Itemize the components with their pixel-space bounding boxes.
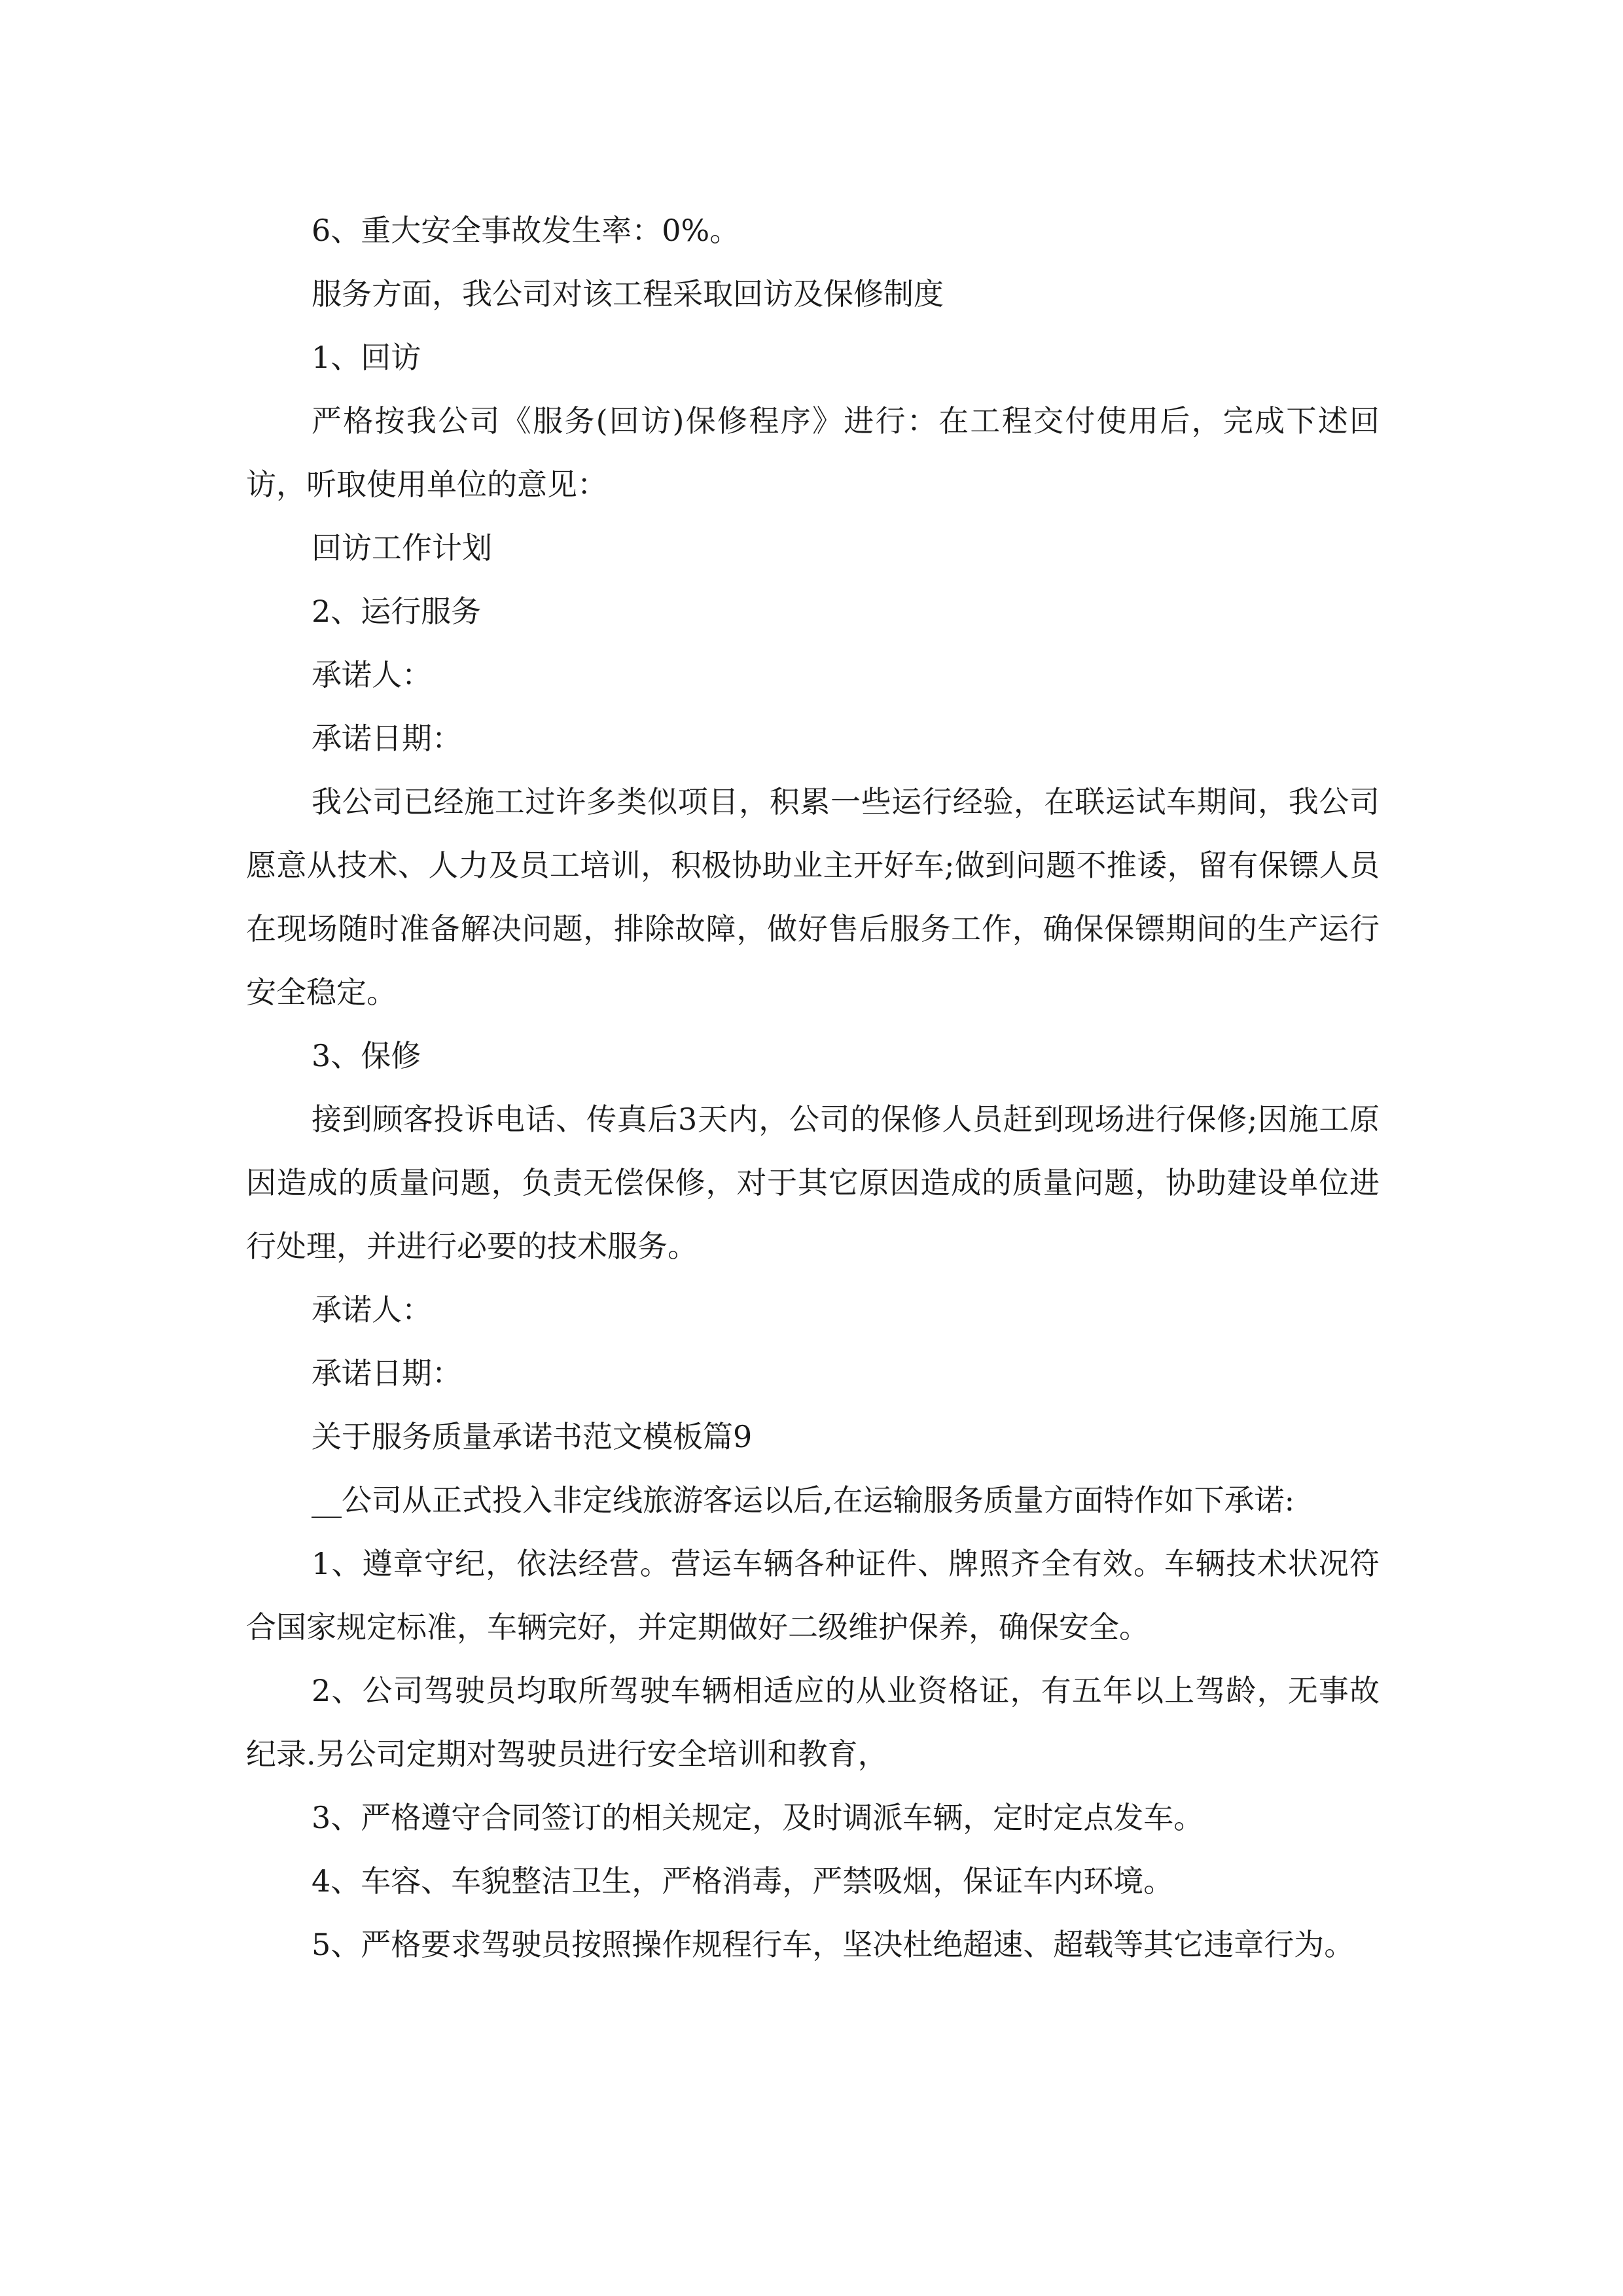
commitment-item-5: 5、严格要求驾驶员按照操作规程行车，坚决杜绝超速、超载等其它违章行为。	[312, 1927, 1355, 1962]
promise-date-label-1: 承诺日期：	[312, 721, 462, 756]
paragraph-return-visit-procedure: 严格按我公司《服务(回访)保修程序》进行：在工程交付使用后，完成下述回访，听取使用单位的意见：	[246, 403, 1380, 502]
paragraph-warranty-terms: 接到顾客投诉电话、传真后3天内，公司的保修人员赶到现场进行保修;因施工原因造成的质量问题，负责无偿保修，对于其它原因造成的质量问题，协助建设单位进行处理，并进行必要的技术服务。	[246, 1102, 1380, 1264]
heading-warranty: 3、保修	[312, 1038, 421, 1073]
commitment-item-4: 4、车容、车貌整洁卫生，严格消毒，严禁吸烟，保证车内环境。	[312, 1863, 1174, 1899]
commitment-item-2: 2、公司驾驶员均取所驾驶车辆相适应的从业资格证，有五年以上驾龄，无事故纪录.另公司定期对驾驶员进行安全培训和教育，	[246, 1673, 1380, 1772]
promisor-label-1: 承诺人：	[312, 657, 432, 692]
paragraph-service-intro: 服务方面，我公司对该工程采取回访及保修制度	[312, 276, 944, 312]
promise-date-label-2: 承诺日期：	[312, 1355, 462, 1391]
heading-operation-service: 2、运行服务	[312, 594, 482, 629]
commitment-item-1: 1、遵章守纪，依法经营。营运车辆各种证件、牌照齐全有效。车辆技术状况符合国家规定标准，车辆完好，并定期做好二级维护保养，确保安全。	[246, 1546, 1380, 1645]
promisor-label-2: 承诺人：	[312, 1292, 432, 1327]
section-title-template-9: 关于服务质量承诺书范文模板篇9	[312, 1419, 753, 1454]
paragraph-return-visit-plan: 回访工作计划	[312, 530, 492, 565]
paragraph-operation-experience: 我公司已经施工过许多类似项目，积累一些运行经验，在联运试车期间，我公司愿意从技术、人力及员工培训，积极协助业主开好车;做到问题不推诿，留有保镖人员在现场随时准备解决问题，排除故障，做好售后服务工作，确保保镖期间的生产运行安全稳定。	[246, 784, 1380, 1010]
document-body	[246, 199, 1380, 1977]
commitment-item-3: 3、严格遵守合同签订的相关规定，及时调派车辆，定时定点发车。	[312, 1800, 1204, 1835]
heading-return-visit: 1、回访	[312, 340, 421, 375]
paragraph-accident-rate: 6、重大安全事故发生率：0%。	[312, 213, 740, 248]
paragraph-company-commitment: __公司从正式投入非定线旅游客运以后,在运输服务质量方面特作如下承诺:	[312, 1482, 1295, 1518]
